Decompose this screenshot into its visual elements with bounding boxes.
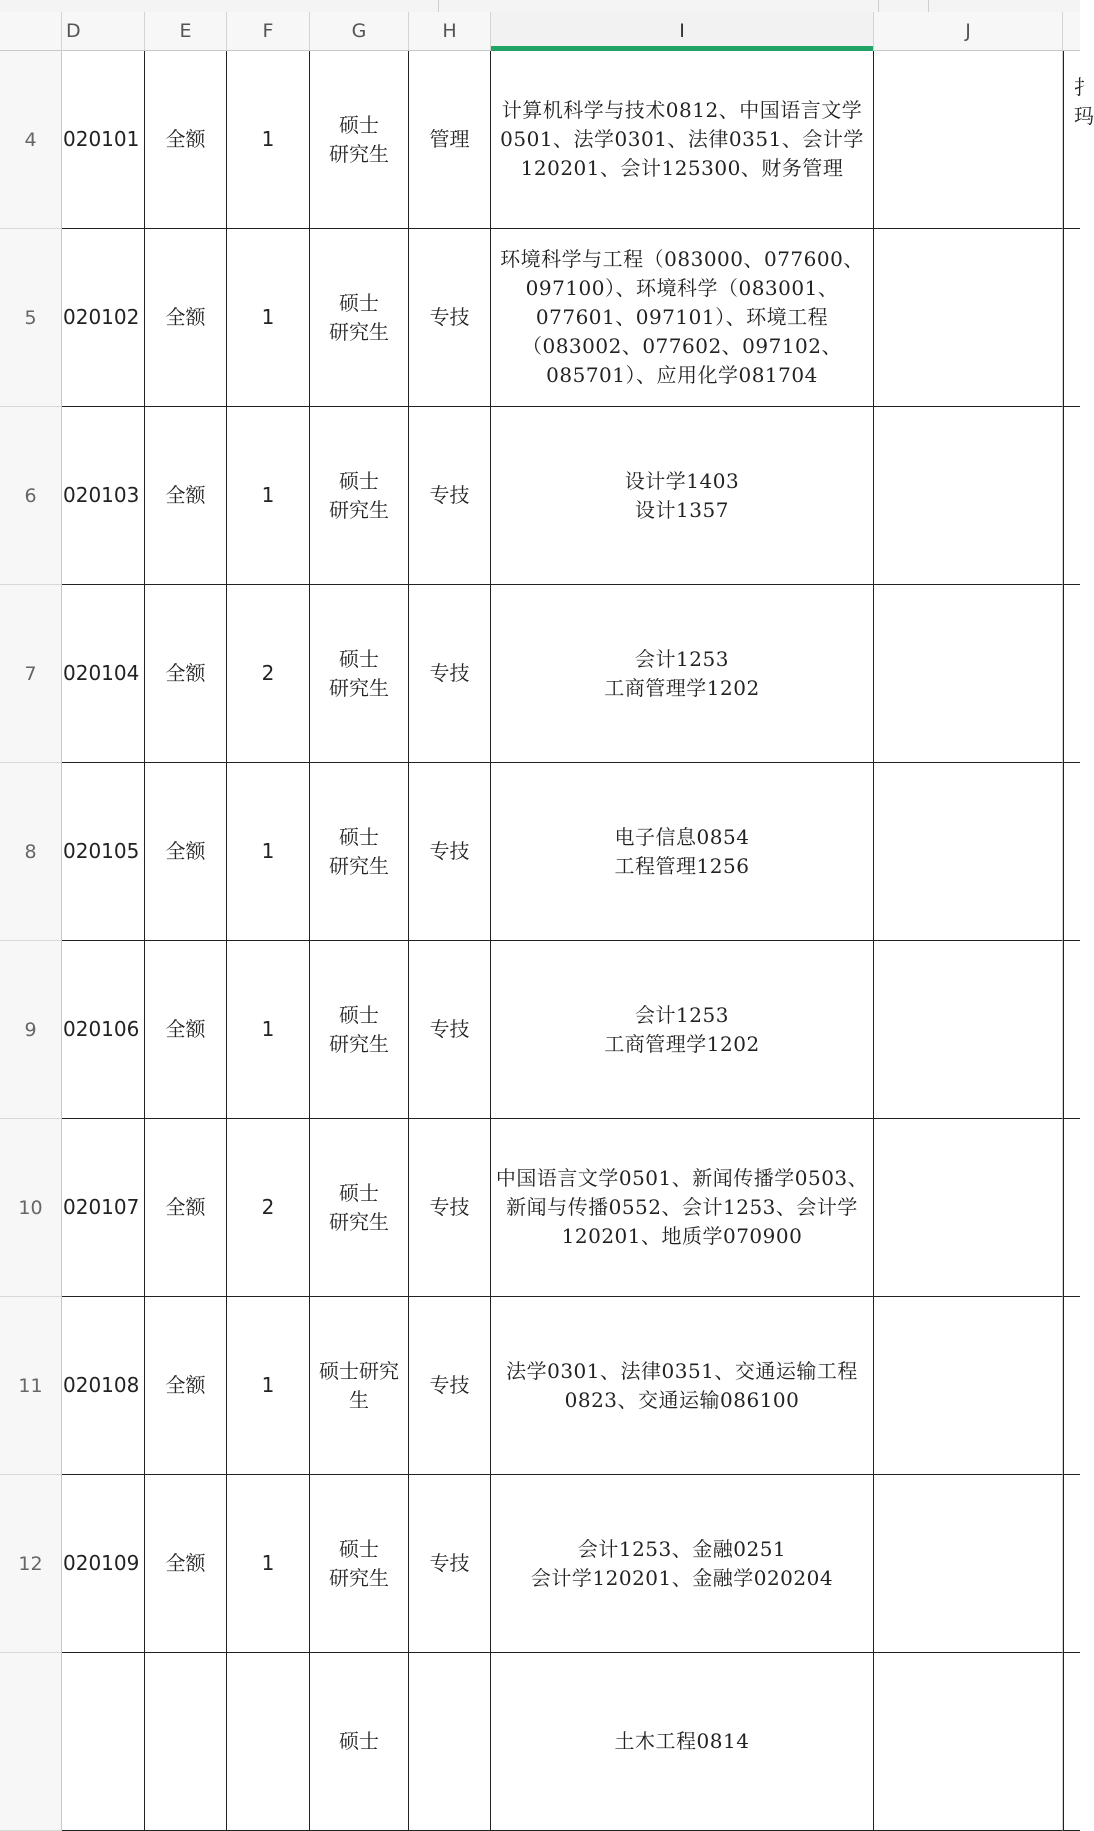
cell-education[interactable] bbox=[310, 407, 409, 585]
cell-post-type-text: 专技 bbox=[429, 305, 470, 329]
row-header[interactable]: 10 bbox=[0, 1119, 62, 1297]
cell-major-text: 环境科学与工程（083000、077600、097100）、环境科学（083001、077601、097101）、环境工程（083002、077602、097102、085701）、应用化学081704 bbox=[500, 247, 864, 387]
cell-quota-text: 全额 bbox=[165, 839, 206, 863]
cell-post-type[interactable] bbox=[409, 1297, 491, 1475]
column-header-i[interactable]: I bbox=[491, 12, 874, 50]
cell-count-text: 2 bbox=[261, 1195, 275, 1219]
cell-major-text: 电子信息0854 工程管理1256 bbox=[614, 824, 750, 878]
cell-count-text: 1 bbox=[261, 127, 275, 151]
name-box[interactable] bbox=[0, 0, 439, 12]
cell-post-type[interactable] bbox=[409, 1475, 491, 1653]
row-header[interactable] bbox=[0, 1653, 62, 1831]
cell-major-text: 计算机科学与技术0812、中国语言文学0501、法学0301、法律0351、会计学120201、会计125300、财务管理 bbox=[500, 98, 864, 180]
cell-post-type-text: 专技 bbox=[429, 1551, 470, 1575]
cell-education-text: 硕士 研究生 bbox=[329, 1536, 389, 1590]
cell-post-type-text: 专技 bbox=[429, 1373, 470, 1397]
cell-k[interactable] bbox=[1063, 1475, 1080, 1653]
cell-count[interactable] bbox=[227, 585, 310, 763]
cell-j[interactable] bbox=[874, 1653, 1063, 1831]
cell-count[interactable] bbox=[227, 51, 310, 229]
cell-k[interactable] bbox=[1063, 763, 1080, 941]
cell-count-text: 1 bbox=[261, 483, 275, 507]
cell-count[interactable] bbox=[227, 941, 310, 1119]
cell-post-type-text: 管理 bbox=[429, 127, 470, 151]
cell-major[interactable] bbox=[491, 51, 874, 229]
cell-code[interactable] bbox=[62, 763, 145, 941]
cell-count-text: 1 bbox=[261, 839, 275, 863]
cell-count[interactable] bbox=[227, 1653, 310, 1831]
cell-education-text: 硕士研究生 bbox=[319, 1358, 399, 1412]
row-header[interactable]: 11 bbox=[0, 1297, 62, 1475]
cell-count[interactable] bbox=[227, 1297, 310, 1475]
cell-quota-text: 全额 bbox=[165, 483, 206, 507]
row-header[interactable]: 9 bbox=[0, 941, 62, 1119]
cell-code[interactable] bbox=[62, 1653, 145, 1831]
cell-code[interactable] bbox=[62, 585, 145, 763]
cell-post-type[interactable] bbox=[409, 407, 491, 585]
cell-j[interactable] bbox=[874, 1475, 1063, 1653]
cell-education-text: 硕士 研究生 bbox=[329, 1002, 389, 1056]
cell-quota[interactable] bbox=[145, 763, 227, 941]
cell-k[interactable] bbox=[1063, 1297, 1080, 1475]
cell-k[interactable] bbox=[1063, 1119, 1080, 1297]
cell-quota-text: 全额 bbox=[165, 1195, 206, 1219]
cell-education[interactable] bbox=[310, 585, 409, 763]
cell-count[interactable] bbox=[227, 763, 310, 941]
cell-code[interactable] bbox=[62, 229, 145, 407]
cell-education[interactable] bbox=[310, 51, 409, 229]
cell-quota-text: 全额 bbox=[165, 661, 206, 685]
cell-major[interactable] bbox=[491, 1119, 874, 1297]
column-header-g[interactable]: G bbox=[310, 12, 409, 50]
formula-input[interactable] bbox=[438, 0, 879, 12]
cell-education[interactable] bbox=[310, 1653, 409, 1831]
cell-major[interactable] bbox=[491, 407, 874, 585]
cell-code-text: 020105 bbox=[63, 839, 140, 863]
row-header[interactable]: 4 bbox=[0, 51, 62, 229]
cell-post-type[interactable] bbox=[409, 763, 491, 941]
cell-code-text: 020102 bbox=[63, 305, 140, 329]
cell-count[interactable] bbox=[227, 407, 310, 585]
column-header-e[interactable]: E bbox=[145, 12, 227, 50]
cell-quota[interactable] bbox=[145, 585, 227, 763]
cell-count-text: 1 bbox=[261, 305, 275, 329]
cell-education-text: 硕士 研究生 bbox=[329, 646, 389, 700]
cell-quota[interactable] bbox=[145, 229, 227, 407]
cell-count[interactable] bbox=[227, 1475, 310, 1653]
cell-major-text: 中国语言文学0501、新闻传播学0503、新闻与传播0552、会计1253、会计学120201、地质学070900 bbox=[495, 1166, 869, 1248]
cell-code[interactable] bbox=[62, 1475, 145, 1653]
cell-j[interactable] bbox=[874, 763, 1063, 941]
cell-k[interactable] bbox=[1063, 229, 1080, 407]
cell-code[interactable] bbox=[62, 1119, 145, 1297]
cell-major-text: 会计1253 工商管理学1202 bbox=[604, 646, 760, 700]
cell-education-text: 硕士 研究生 bbox=[329, 1180, 389, 1234]
cell-education-text: 硕士 研究生 bbox=[329, 468, 389, 522]
cell-post-type-text: 专技 bbox=[429, 839, 470, 863]
cell-code[interactable] bbox=[62, 941, 145, 1119]
cell-education[interactable] bbox=[310, 763, 409, 941]
row-header[interactable]: 12 bbox=[0, 1475, 62, 1653]
cell-post-type[interactable] bbox=[409, 941, 491, 1119]
cell-education[interactable] bbox=[310, 1297, 409, 1475]
cell-k[interactable] bbox=[1063, 407, 1080, 585]
cell-k[interactable] bbox=[1063, 1653, 1080, 1831]
cell-post-type[interactable] bbox=[409, 51, 491, 229]
cell-count-text: 1 bbox=[261, 1017, 275, 1041]
cell-quota[interactable] bbox=[145, 941, 227, 1119]
cell-count[interactable] bbox=[227, 229, 310, 407]
cell-code[interactable] bbox=[62, 1297, 145, 1475]
cell-code-text: 020109 bbox=[63, 1551, 140, 1575]
column-header-h[interactable]: H bbox=[409, 12, 491, 50]
cell-post-type[interactable] bbox=[409, 229, 491, 407]
cell-major-text: 土木工程0814 bbox=[614, 1729, 750, 1753]
column-header-f[interactable]: F bbox=[227, 12, 310, 50]
cell-major-text: 会计1253、金融0251 会计学120201、金融学020204 bbox=[530, 1536, 834, 1590]
cell-quota-text: 全额 bbox=[165, 1373, 206, 1397]
cell-major-text: 设计学1403 设计1357 bbox=[624, 468, 740, 522]
cell-major-text: 会计1253 工商管理学1202 bbox=[604, 1002, 760, 1056]
cell-k[interactable] bbox=[1063, 941, 1080, 1119]
cell-code[interactable] bbox=[62, 407, 145, 585]
cell-k[interactable] bbox=[1063, 585, 1080, 763]
cell-major[interactable] bbox=[491, 1475, 874, 1653]
cell-post-type[interactable] bbox=[409, 1119, 491, 1297]
cell-code-text: 020103 bbox=[63, 483, 140, 507]
cell-j[interactable] bbox=[874, 1119, 1063, 1297]
cell-quota[interactable] bbox=[145, 407, 227, 585]
cell-k[interactable]: 扌 玛 bbox=[1063, 51, 1080, 229]
cell-j[interactable] bbox=[874, 941, 1063, 1119]
column-header-d[interactable]: D bbox=[62, 12, 145, 50]
cell-count-text: 1 bbox=[261, 1373, 275, 1397]
cell-education-text: 硕士 研究生 bbox=[329, 290, 389, 344]
cell-education-text: 硕士 bbox=[339, 1729, 379, 1753]
cell-j[interactable] bbox=[874, 229, 1063, 407]
cell-j[interactable] bbox=[874, 1297, 1063, 1475]
row-header[interactable]: 7 bbox=[0, 585, 62, 763]
column-header-bar bbox=[0, 12, 1080, 51]
cell-count[interactable] bbox=[227, 1119, 310, 1297]
cell-post-type[interactable] bbox=[409, 1653, 491, 1831]
cell-code[interactable] bbox=[62, 51, 145, 229]
cell-j[interactable] bbox=[874, 51, 1063, 229]
cell-major[interactable] bbox=[491, 941, 874, 1119]
cell-quota-text: 全额 bbox=[165, 127, 206, 151]
cell-quota[interactable] bbox=[145, 51, 227, 229]
cell-code-text: 020106 bbox=[63, 1017, 140, 1041]
cell-code-text: 020108 bbox=[63, 1373, 140, 1397]
formula-strip-segment bbox=[878, 0, 929, 12]
cell-post-type-text: 专技 bbox=[429, 661, 470, 685]
cell-quota[interactable] bbox=[145, 1297, 227, 1475]
cell-major[interactable] bbox=[491, 1653, 874, 1831]
cell-quota-text: 全额 bbox=[165, 305, 206, 329]
cell-code-text: 020107 bbox=[63, 1195, 140, 1219]
select-all-corner[interactable] bbox=[0, 12, 62, 50]
cell-post-type-text: 专技 bbox=[429, 1195, 470, 1219]
column-header-k[interactable] bbox=[1063, 12, 1080, 50]
cell-count-text: 1 bbox=[261, 1551, 275, 1575]
cell-j[interactable] bbox=[874, 407, 1063, 585]
cell-major[interactable] bbox=[491, 229, 874, 407]
cell-quota[interactable] bbox=[145, 1475, 227, 1653]
cell-education-text: 硕士 研究生 bbox=[329, 112, 389, 166]
row-header[interactable]: 6 bbox=[0, 407, 62, 585]
cell-major[interactable] bbox=[491, 763, 874, 941]
cell-quota-text: 全额 bbox=[165, 1551, 206, 1575]
cell-education-text: 硕士 研究生 bbox=[329, 824, 389, 878]
row-header[interactable]: 5 bbox=[0, 229, 62, 407]
cell-education[interactable] bbox=[310, 229, 409, 407]
cell-major-text: 法学0301、法律0351、交通运输工程0823、交通运输086100 bbox=[506, 1358, 858, 1412]
cell-major[interactable] bbox=[491, 1297, 874, 1475]
cell-count-text: 2 bbox=[261, 661, 275, 685]
cell-education[interactable] bbox=[310, 1119, 409, 1297]
cell-quota[interactable] bbox=[145, 1119, 227, 1297]
cell-quota-text: 全额 bbox=[165, 1017, 206, 1041]
cell-j[interactable] bbox=[874, 585, 1063, 763]
cell-education[interactable] bbox=[310, 1475, 409, 1653]
cell-post-type[interactable] bbox=[409, 585, 491, 763]
cell-major[interactable] bbox=[491, 585, 874, 763]
cell-quota[interactable] bbox=[145, 1653, 227, 1831]
cell-post-type-text: 专技 bbox=[429, 483, 470, 507]
cell-post-type-text: 专技 bbox=[429, 1017, 470, 1041]
cell-education[interactable] bbox=[310, 941, 409, 1119]
cell-code-text: 020104 bbox=[63, 661, 140, 685]
cell-code-text: 020101 bbox=[63, 127, 140, 151]
column-header-j[interactable]: J bbox=[874, 12, 1063, 50]
row-header[interactable]: 8 bbox=[0, 763, 62, 941]
